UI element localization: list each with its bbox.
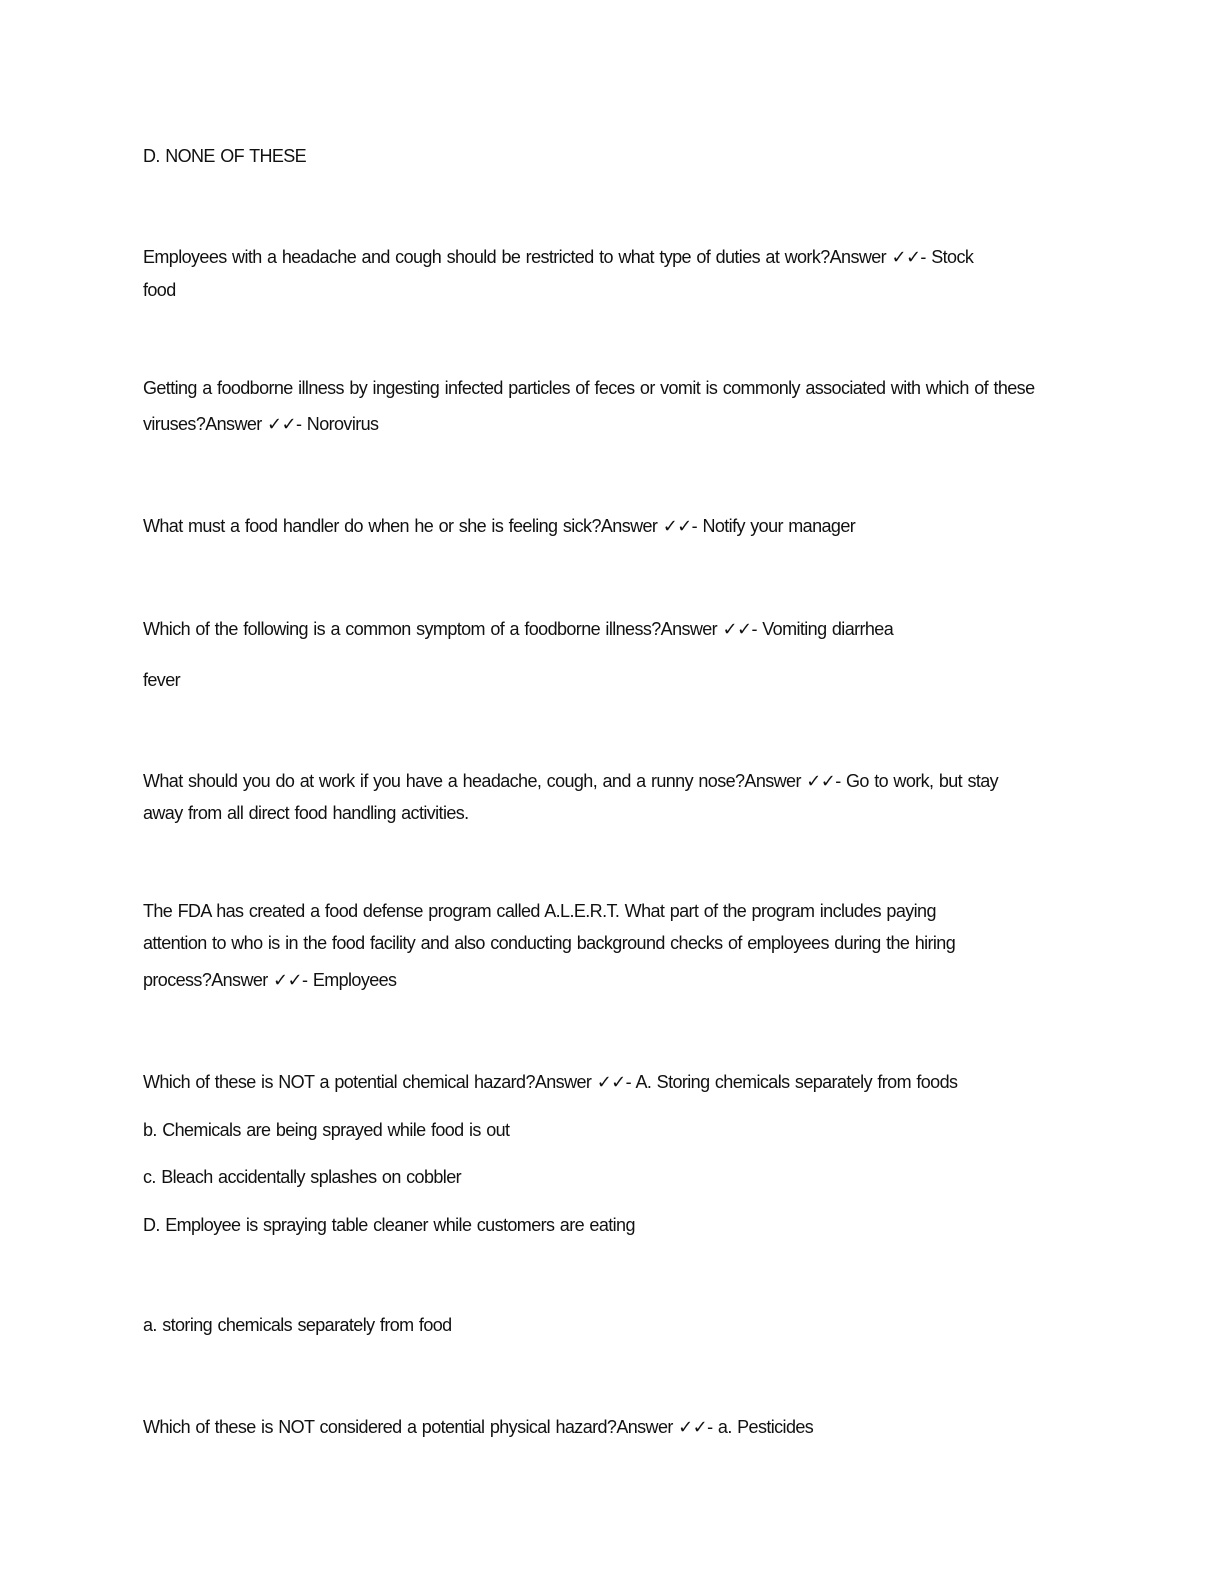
text-line: process?Answer ✓✓- Employees <box>143 970 397 990</box>
text-line: Which of the following is a common symptom of a foodborne illness?Answer ✓✓- Vomiting diarrhea <box>143 619 894 639</box>
text-line: food <box>143 280 176 300</box>
text-line: Which of these is NOT a potential chemical hazard?Answer ✓✓- A. Storing chemicals separately from foods <box>143 1072 958 1092</box>
text-line: Getting a foodborne illness by ingesting infected particles of feces or vomit is commonly associated with which of these <box>143 378 1035 398</box>
text-line: Which of these is NOT considered a potential physical hazard?Answer ✓✓- a. Pesticides <box>143 1417 814 1437</box>
text-line: Employees with a headache and cough should be restricted to what type of duties at work?Answer ✓✓- Stock <box>143 247 974 267</box>
text-line: viruses?Answer ✓✓- Norovirus <box>143 414 379 434</box>
text-line: b. Chemicals are being sprayed while food is out <box>143 1120 510 1140</box>
text-line: What must a food handler do when he or she is feeling sick?Answer ✓✓- Notify your manager <box>143 516 856 536</box>
text-line: c. Bleach accidentally splashes on cobbler <box>143 1167 461 1187</box>
text-line: attention to who is in the food facility and also conducting background checks of employees during the hiring <box>143 933 956 953</box>
text-line: a. storing chemicals separately from food <box>143 1315 452 1335</box>
text-line: What should you do at work if you have a headache, cough, and a runny nose?Answer ✓✓- Go to work, but stay <box>143 771 999 791</box>
text-line: D. NONE OF THESE <box>143 146 307 166</box>
text-line: fever <box>143 670 181 690</box>
text-line: D. Employee is spraying table cleaner while customers are eating <box>143 1215 635 1235</box>
text-line: The FDA has created a food defense program called A.L.E.R.T. What part of the program includes paying <box>143 901 936 921</box>
text-line: away from all direct food handling activities. <box>143 803 469 823</box>
